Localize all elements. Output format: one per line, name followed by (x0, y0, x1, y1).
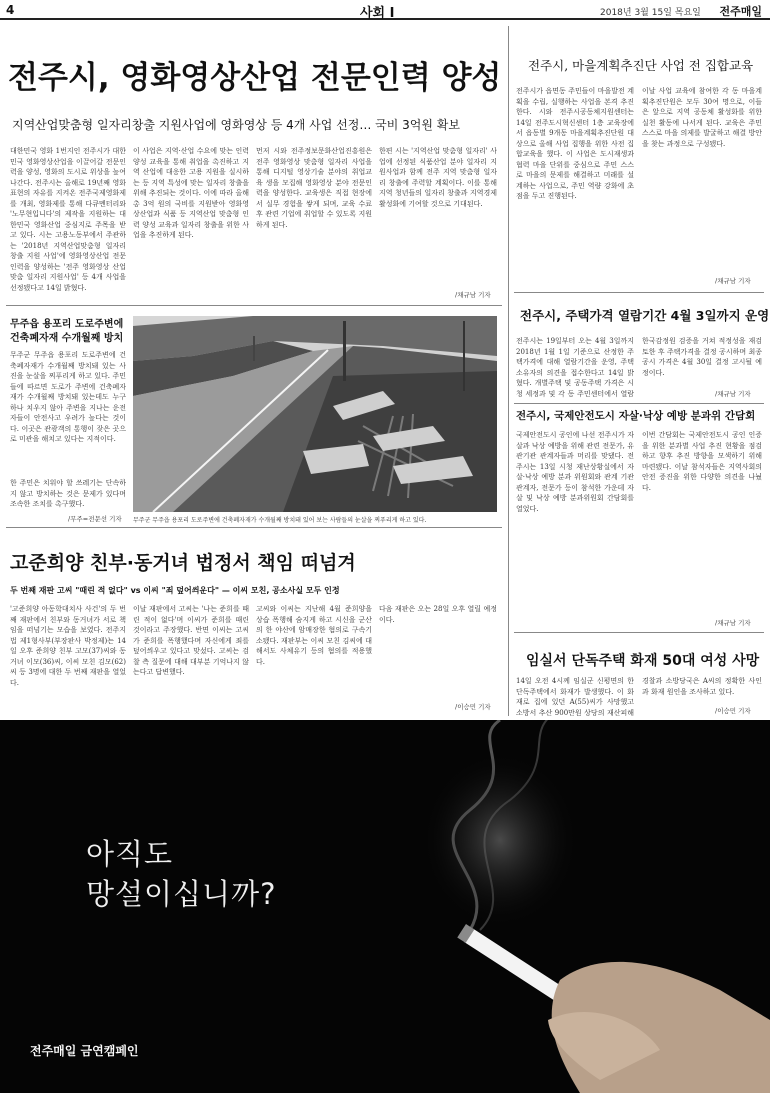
ad-question-line-2: 망설이십니까? (86, 877, 277, 911)
photo-story-body: 무주군 무주읍 용포리 도로주변에 건축폐자재가 수개월째 방치돼 있는 사진을 눈살을 찌푸리게 하고 있다. 주민들에 따르면 도로가 주변에 건축폐자재가 수개월째 방치돼 있는데도 누구 하나 치우지 않아 주변을 지나는 운전자들이 안전사고 우려가 높다는 것이다. 이곳은 관광객의 통행이 잦은 곳으로 미관을 해치고 있다는 지적이다. (10, 351, 126, 443)
village-plan-byline: /채규남 기자 (715, 277, 751, 285)
court-byline: /이승민 기자 (455, 703, 491, 711)
fire-col-2: 경찰과 소방당국은 A씨의 정확한 사인과 화재 원인을 조사하고 있다. (642, 677, 762, 696)
safety-city-byline: /채규남 기자 (715, 619, 751, 627)
safety-city-col-1: 국제안전도시 공인에 나선 전주시가 자살과 낙상 예방을 위해 관련 전문가, 유관기관 관계자들과 머리를 맞댔다. 전주시는 13일 시청 재난상황실에서 자살·낙상 예방 분과 위원회와 관계 기관 관계자, 전문가 등이 참석한 가운데 자살 및 낙상 예방 분과위원회 간담회를 열었다. (516, 431, 634, 513)
photo-story-body-2: 한 주민은 치워야 할 쓰레기는 단속하지 않고 방치하는 것은 문제가 있다며 조속한 조치를 촉구했다. (10, 479, 126, 508)
section-name: 사회 I (360, 6, 395, 21)
main-article-col-1: 대한민국 영화 1번지인 전주시가 대한민국 영화영상산업을 이끌어갈 전문인력을 양성, 영화의 도시로 위상을 높여 나간다. 전주시는 올해로 19년째 영화 표현의 자유를 지켜온 전주국제영화제를 개최, 영화제를 통해 다큐멘터리와 '노무현입니다'의 제작을 지원하는 대한민국 영화산업 중심지로 주목을 받고 있다. 시는 고용노동부에서 주관하는 '2018년 지역산업맞춤형 일자리 창출 지원 사업'에 영화영상산업 전문인력을 양성하는 '전주 영화영상 산업맞춤 일자리 지원사업' 등 4개 사업을 선정됐다고 14일 밝혔다. (10, 147, 126, 292)
court-subheadline: 두 번째 재판 고씨 "때린 적 없다" vs 이씨 "죄 덮어씌운다" — 이씨 모친, 공소사실 모두 인정 (10, 586, 340, 595)
main-article-col-4: 한편 시는 '지역산업 맞춤형 일자리' 사업에 선정된 식품산업 분야 일자리 지원사업과 함께 전주 지역 맞춤형 일자리 창출에 주력할 계획이다. 이를 통해 지역 청년들의 일자리 창출과 지역경제 활성화에 기여할 것으로 기대된다. (379, 147, 497, 208)
main-byline: /채규남 기자 (455, 291, 491, 299)
main-article-col-3: 먼저 시와 전주정보문화산업진흥원은 전주 영화영상 맞춤형 일자리 사업을 통해 디지털 영상기술 분야의 취업교육 생을 모집해 영화영상 분야 전문인력을 양성한다. 교육생은 직접 현장에서 실무 경험을 쌓게 되며, 교육 수료 후 관련 기업에 취업할 수 있도록 지원하게 된다. (256, 147, 372, 229)
column-divider (508, 26, 509, 716)
section-divider (514, 632, 764, 633)
section-divider (6, 527, 502, 528)
roadside-debris-photo (133, 316, 497, 512)
photo-story-headline-1: 무주읍 용포리 도로주변에 (10, 319, 124, 330)
photo-caption: 무주군 무주읍 용포리 도로주변에 건축폐자재가 수개월째 방치돼 있어 보는 사람들의 눈살을 찌푸리게 하고 있다. (133, 517, 427, 524)
housing-col-2: 한국감정원 검증을 거쳐 적정성을 재검토한 후 주택가격을 결정 공시하며 최종 공시 가격은 4월 30일 결정 고시될 예정이다. (642, 337, 762, 377)
housing-headline: 전주시, 주택가격 열람기간 4월 3일까지 운영 (520, 308, 770, 323)
village-plan-headline: 전주시, 마을계획추진단 사업 전 집합교육 (528, 58, 754, 73)
section-divider (6, 305, 502, 306)
fire-byline: /이승민 기자 (715, 707, 751, 715)
fire-headline: 임실서 단독주택 화재 50대 여성 사망 (526, 653, 760, 669)
housing-byline: /채규남 기자 (715, 390, 751, 398)
housing-col-1: 전주시는 19일부터 오는 4월 3일까지 2018년 1월 1일 기준으로 산정한 주택가격에 대해 열람기간을 운영, 주택 소유자의 의견을 접수한다고 14일 밝혔다. 개별주택 및 공동주택 가격은 시청 세정과 및 각 동 주민센터에서 열람 (516, 337, 634, 398)
main-subheadline: 지역산업맞춤형 일자리창출 지원사업에 영화영상 등 4개 사업 선정… 국비 3억원 확보 (12, 118, 460, 132)
fire-col-1: 14일 오전 4시께 임실군 신평면의 한 단독주택에서 화재가 발생했다. 이 화재로 집에 있던 A(55)씨가 사망했고 소방서 추산 900만원 상당의 재산피해 (516, 677, 634, 716)
section-divider (514, 292, 764, 293)
court-col-3: 고씨와 이씨는 지난해 4월 준희양을 상습 폭행해 숨지게 하고 시신을 군산의 한 야산에 암매장한 혐의로 구속기소됐다. 재판부는 이씨 모친 김씨에 대해서도 사체유기 등의 혐의를 적용했다. (256, 605, 372, 666)
safety-city-headline: 전주시, 국제안전도시 자살·낙상 예방 분과위 간담회 (516, 410, 756, 422)
ad-question-line-1: 아직도 (86, 837, 174, 871)
village-plan-col-2: 이날 사업 교육에 참여한 각 동 마을계획추진단원은 모두 30여 명으로, 이들은 앞으로 지역 공동체 활성화를 위한 실천 활동에 나서게 된다. 교육은 주민 스스로 마을 의제를 발굴하고 해결 방안을 찾는 과정으로 구성됐다. (642, 87, 762, 148)
no-smoking-ad (0, 720, 770, 1093)
court-col-1: '고준희양 아동학대치사 사건'의 두 번째 재판에서 친부와 동거녀가 서로 책임을 떠넘기는 모습을 보였다. 전주지법 제1형사부(부장판사 박정제)는 14일 오후 준희양 친부 고모(37)씨와 동거녀 이모(36)씨, 이씨 모친 김모(62)씨 등 3명에 대한 두 번째 재판을 열었다. (10, 605, 126, 687)
page-number: 4 (6, 3, 15, 17)
village-plan-col-1: 전주시가 읍면동 주민들이 마을발전 계획을 수립, 실행하는 사업을 본격 추진한다. 시와 전주시공동체지원센터는 14일 전주도시혁신센터 1층 교육장에서 읍동별 9개동 마을계획추진단원 대상으로 올해 사업 집행을 위한 사전 집합교육을 했다. 이 사업은 도시재생과 협력 마을 단위를 중심으로 주민 스스로 마을의 문제를 해결하고 미래를 설계하는 사업으로, 주민 역량 강화에 초점을 두고 진행된다. (516, 87, 634, 200)
court-headline: 고준희양 친부·동거녀 법정서 책임 떠넘겨 (10, 552, 356, 574)
photo-story-byline: /무주=전문선 기자 (68, 515, 122, 523)
page-header (0, 0, 770, 20)
ad-campaign-name: 전주매일 금연캠페인 (30, 1044, 139, 1058)
main-article-col-2: 이 사업은 지역·산업 수요에 맞는 인력 양성 교육을 통해 취업을 촉진하고 지역 산업에 대응한 고용 지원을 실시하는 등 지역 특성에 맞는 일자리 창출을 위해 추진되는 것이다. 이에 따라 올해 총 3억 원의 국비를 지원받아 영화영상산업과 식품 등 지역산업 맞춤형 인력 양성 교육과 일자리 창출을 위한 사업을 추진하게 된다. (133, 147, 249, 239)
court-col-4: 다음 재판은 오는 28일 오후 열릴 예정이다. (379, 605, 497, 624)
issue-date: 2018년 3월 15일 목요일 (600, 8, 701, 18)
section-divider (514, 403, 764, 404)
safety-city-col-2: 이번 간담회는 국제안전도시 공인 인증을 위한 분과별 사업 추진 현황을 점검하고 향후 추진 방향을 모색하기 위해 마련됐다. 이날 참석자들은 지역사회의 안전 증진을 위한 다양한 의견을 나눴다. (642, 431, 762, 492)
main-headline: 전주시, 영화영상산업 전문인력 양성 (8, 60, 502, 96)
newspaper-brand: 전주매일 (719, 5, 762, 18)
photo-story-headline-2: 건축폐자재 수개월째 방치 (10, 333, 124, 344)
court-col-2: 이날 재판에서 고씨는 '나는 준희를 때린 적이 없다'며 이씨가 준희를 때린 것이라고 주장했다. 반면 이씨는 고씨가 준희를 폭행했다며 자신에게 죄를 덮어씌우고 있다고 맞섰다. 고씨는 검찰 측 질문에 대해 대부분 기억나지 않는다고 답변했다. (133, 605, 249, 676)
